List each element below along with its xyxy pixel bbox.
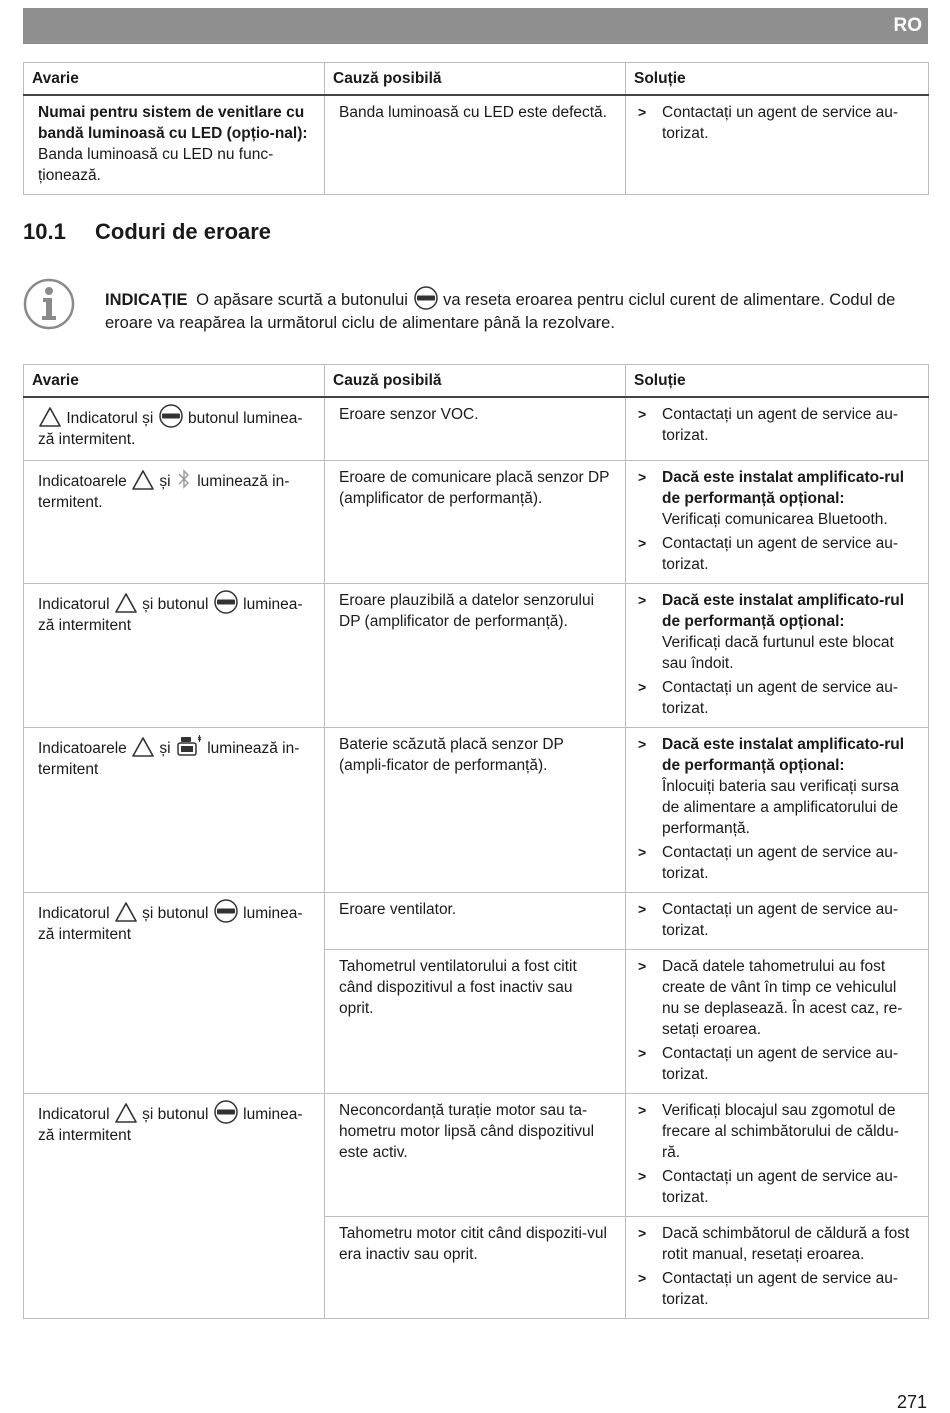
fault-text: butonul luminea-ză intermitent. [38, 410, 303, 448]
solution-text: Dacă datele tahometrului au fost create de vânt în timp ce vehiculul nu se deplasează. În acest caz, re-setați eroarea. [662, 957, 903, 1038]
solution-cell [626, 95, 929, 195]
section-number: 10.1 [23, 219, 66, 244]
column-header-solution: Soluție [626, 63, 929, 96]
cause-cell: Baterie scăzută placă senzor DP (ampli-ficator de performanță). [325, 727, 626, 892]
section-heading [23, 218, 271, 246]
bluetooth-icon [175, 467, 193, 491]
cause-cell: Eroare de comunicare placă senzor DP (amplificator de performanță). [325, 460, 626, 583]
arrow-icon: > [638, 1101, 647, 1118]
fault-cell [24, 1093, 325, 1318]
mode-button-icon [213, 1100, 239, 1124]
fault-text: și [159, 739, 171, 757]
note-text-before: O apăsare scurtă a butonului [196, 291, 408, 309]
solution-cell [626, 397, 929, 460]
fault-condition: Numai pentru sistem de venitlare cu bandă luminoasă cu LED (opțio-nal): [38, 104, 308, 142]
fault-text: Indicatorul [38, 1105, 110, 1123]
arrow-icon: > [638, 406, 647, 422]
table-row [24, 1093, 929, 1216]
solution-cell [626, 949, 929, 1093]
note-text-after: va reseta eroarea pentru ciclul curent de alimentare. Codul de eroare va reapărea la următorul ciclu de alimentare până la rezolvare. [105, 291, 896, 332]
arrow-icon: > [638, 735, 647, 752]
table-row [24, 727, 929, 892]
note-label: INDICAȚIE [105, 291, 188, 309]
solution-text: Înlocuiți bateria sau verificați sursa de alimentare a amplificatorului de performanță. [662, 777, 899, 837]
table-row [24, 583, 929, 727]
arrow-icon: > [638, 468, 647, 485]
mode-button-icon [213, 899, 239, 923]
column-header-cause: Cauză posibilă [325, 365, 626, 398]
page-number: 271 [896, 1392, 927, 1412]
cause-cell: Eroare senzor VOC. [325, 397, 626, 460]
column-header-fault: Avarie [24, 63, 325, 96]
note-block [105, 286, 920, 335]
fault-text: luminează in-termitent [38, 739, 300, 778]
solution-cell [626, 1216, 929, 1318]
warning-triangle-icon [114, 901, 138, 923]
arrow-icon: > [638, 591, 647, 608]
section-title: Coduri de eroare [95, 219, 272, 244]
solution-text: Contactați un agent de service au-torizat. [662, 1044, 899, 1083]
info-icon [23, 278, 75, 330]
solution-text: Contactați un agent de service au-torizat. [662, 104, 899, 142]
fault-text: Indicatorul [38, 595, 110, 613]
fault-text: Indicatorul și [66, 410, 154, 427]
column-header-cause: Cauză posibilă [325, 63, 626, 96]
solution-condition: Dacă este instalat amplificato-rul de performanță opțional: [662, 468, 905, 507]
arrow-icon: > [638, 1167, 647, 1184]
table-row [24, 892, 929, 949]
solution-text: Contactați un agent de service au-torizat. [662, 1269, 899, 1308]
arrow-icon: > [638, 534, 647, 551]
solution-condition: Dacă este instalat amplificato-rul de performanță opțional: [662, 735, 905, 774]
warning-triangle-icon [131, 736, 155, 758]
arrow-icon: > [638, 1044, 647, 1061]
arrow-icon: > [638, 104, 647, 120]
table-row [24, 460, 929, 583]
fault-text: și butonul [142, 904, 209, 922]
cause-cell: Neconcordanță turație motor sau ta-hometru motor lipsă când dispozitivul este activ. [325, 1093, 626, 1216]
language-code: RO [893, 15, 922, 36]
fault-cell [24, 892, 325, 1093]
solution-text: Contactați un agent de service au-torizat. [662, 1167, 899, 1206]
solution-cell [626, 892, 929, 949]
mode-button-icon [158, 404, 184, 428]
arrow-icon: > [638, 678, 647, 695]
fault-cell [24, 727, 325, 892]
table-row [24, 397, 929, 460]
solution-text: Contactați un agent de service au-torizat. [662, 406, 899, 444]
fault-text: luminea-ză intermitent [38, 904, 303, 943]
solution-cell [626, 727, 929, 892]
warning-triangle-icon [114, 592, 138, 614]
fault-cell [24, 460, 325, 583]
fault-text: și butonul [142, 1105, 209, 1123]
cause-cell: Eroare plauzibilă a datelor senzorului DP (amplificator de performanță). [325, 583, 626, 727]
arrow-icon: > [638, 900, 647, 917]
solution-text: Contactați un agent de service au-torizat. [662, 678, 899, 717]
solution-text: Dacă schimbătorul de căldură a fost rotit manual, resetați eroarea. [662, 1224, 910, 1263]
sensor-battery-icon [175, 734, 203, 758]
cause-cell: Tahometru motor citit când dispoziti-vul era inactiv sau oprit. [325, 1216, 626, 1318]
solution-cell [626, 1093, 929, 1216]
column-header-fault: Avarie [24, 365, 325, 398]
cause-cell: Banda luminoasă cu LED este defectă. [325, 95, 626, 195]
arrow-icon: > [638, 1224, 647, 1241]
fault-text: luminează in-termitent. [38, 472, 290, 511]
solution-cell [626, 583, 929, 727]
error-codes-table [23, 364, 929, 1319]
arrow-icon: > [638, 843, 647, 860]
solution-text: Contactați un agent de service au-torizat. [662, 534, 899, 573]
mode-button-icon [413, 286, 439, 310]
warning-triangle-icon [38, 406, 62, 428]
solution-text: Verificați comunicarea Bluetooth. [662, 510, 888, 528]
table-header-row [24, 365, 929, 398]
fault-text: luminea-ză intermitent [38, 1105, 303, 1144]
solution-text: Contactați un agent de service au-torizat. [662, 900, 899, 939]
fault-cell [24, 95, 325, 195]
column-header-solution: Soluție [626, 365, 929, 398]
solution-text: Contactați un agent de service au-torizat. [662, 843, 899, 882]
solution-text: Verificați dacă furtunul este blocat sau îndoit. [662, 633, 894, 672]
fault-table-led [23, 62, 929, 195]
fault-text: luminea-ză intermitent [38, 595, 303, 634]
fault-text: și [159, 472, 171, 490]
fault-text: Indicatoarele [38, 739, 127, 757]
cause-cell: Tahometrul ventilatorului a fost citit când dispozitivul a fost inactiv sau oprit. [325, 949, 626, 1093]
header-bar [23, 8, 928, 44]
table-header-row [24, 63, 929, 96]
fault-text: Indicatorul [38, 904, 110, 922]
fault-text: Indicatoarele [38, 472, 127, 490]
solution-text: Verificați blocajul sau zgomotul de frecare al schimbătorului de căldu-ră. [662, 1101, 899, 1161]
fault-cell [24, 397, 325, 460]
arrow-icon: > [638, 1269, 647, 1286]
solution-cell [626, 460, 929, 583]
cause-cell: Eroare ventilator. [325, 892, 626, 949]
fault-cell [24, 583, 325, 727]
solution-condition: Dacă este instalat amplificato-rul de performanță opțional: [662, 591, 905, 630]
fault-text: și butonul [142, 595, 209, 613]
fault-text: Banda luminoasă cu LED nu func-ționează. [38, 146, 274, 184]
arrow-icon: > [638, 957, 647, 974]
warning-triangle-icon [114, 1102, 138, 1124]
table-row [24, 95, 929, 195]
mode-button-icon [213, 590, 239, 614]
warning-triangle-icon [131, 469, 155, 491]
